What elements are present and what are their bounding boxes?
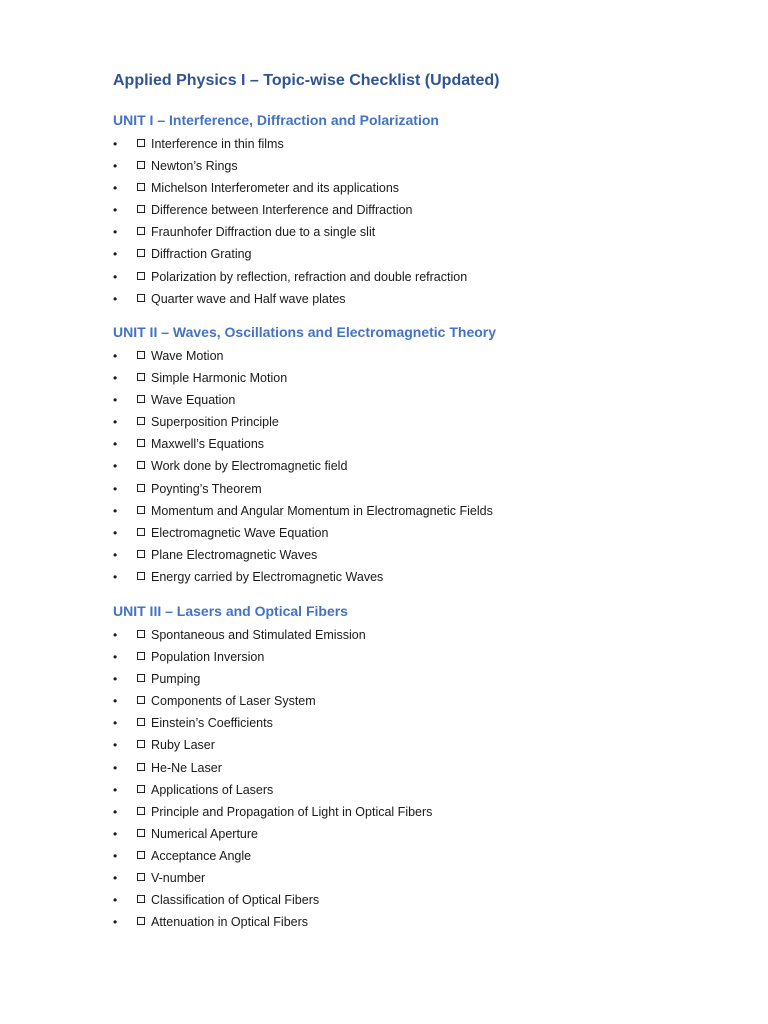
bullet-icon: • [113, 569, 118, 584]
checkbox-icon[interactable] [137, 851, 145, 859]
topic-label: Interference in thin films [151, 137, 284, 151]
topic-label: Electromagnetic Wave Equation [151, 525, 329, 540]
topic-label: Difference between Interference and Diffraction [151, 203, 413, 218]
topic-label: Newton’s Rings [151, 159, 238, 174]
checkbox-icon[interactable] [137, 652, 145, 660]
bullet-icon: • [113, 782, 118, 797]
checkbox-icon[interactable] [137, 718, 145, 726]
bullet-icon: • [113, 716, 118, 731]
checkbox-icon[interactable] [137, 249, 145, 257]
topic-label: V-number [151, 871, 206, 886]
bullet-icon: • [113, 893, 118, 908]
checkbox-icon[interactable] [137, 351, 145, 359]
topic-label: Attenuation in Optical Fibers [151, 915, 309, 930]
topic-label: Simple Harmonic Motion [151, 371, 288, 386]
bullet-icon: • [113, 628, 118, 642]
checkbox-icon[interactable] [137, 205, 145, 213]
bullet-icon: • [113, 672, 118, 687]
topic-label: Components of Laser System [151, 694, 316, 709]
checkbox-icon[interactable] [137, 550, 145, 558]
bullet-icon: • [113, 137, 118, 151]
topic-label: Principle and Propagation of Light in Optical Fibers [151, 804, 433, 819]
topic-label: Energy carried by Electromagnetic Waves [151, 569, 384, 584]
checkbox-icon[interactable] [137, 227, 145, 235]
topic-label: He-Ne Laser [151, 760, 222, 775]
checkbox-icon[interactable] [137, 917, 145, 925]
bullet-icon: • [113, 826, 118, 841]
bullet-icon: • [113, 694, 118, 709]
checkbox-icon[interactable] [137, 763, 145, 771]
topic-label: Diffraction Grating [151, 247, 252, 262]
bullet-icon: • [113, 503, 118, 518]
checkbox-icon[interactable] [137, 294, 145, 302]
bullet-icon: • [113, 738, 118, 753]
topic-label: Classification of Optical Fibers [151, 893, 320, 908]
checkbox-icon[interactable] [137, 895, 145, 903]
checkbox-icon[interactable] [137, 161, 145, 169]
topic-label: Spontaneous and Stimulated Emission [151, 628, 366, 642]
checkbox-icon[interactable] [137, 461, 145, 469]
topic-label: Quarter wave and Half wave plates [151, 291, 346, 306]
bullet-icon: • [113, 804, 118, 819]
checkbox-icon[interactable] [137, 829, 145, 837]
checkbox-icon[interactable] [137, 373, 145, 381]
checkbox-icon[interactable] [137, 183, 145, 191]
topic-label: Work done by Electromagnetic field [151, 459, 348, 474]
checkbox-icon[interactable] [137, 528, 145, 536]
topic-label: Momentum and Angular Momentum in Electromagnetic Fields [151, 503, 493, 518]
checkbox-icon[interactable] [137, 696, 145, 704]
bullet-icon: • [113, 291, 118, 306]
bullet-icon: • [113, 247, 118, 262]
bullet-icon: • [113, 203, 118, 218]
topic-label: Superposition Principle [151, 415, 279, 430]
topic-label: Population Inversion [151, 650, 265, 665]
topic-label: Wave Equation [151, 393, 236, 408]
bullet-icon: • [113, 349, 118, 363]
bullet-icon: • [113, 269, 118, 284]
unit-heading: UNIT I – Interference, Diffraction and Polarization [113, 112, 439, 128]
topic-label: Poynting’s Theorem [151, 481, 262, 496]
topic-label: Plane Electromagnetic Waves [151, 547, 318, 562]
topic-label: Polarization by reflection, refraction and double refraction [151, 269, 468, 284]
topic-label: Wave Motion [151, 349, 224, 363]
bullet-icon: • [113, 393, 118, 408]
checkbox-icon[interactable] [137, 395, 145, 403]
checkbox-icon[interactable] [137, 506, 145, 514]
bullet-icon: • [113, 159, 118, 174]
checkbox-icon[interactable] [137, 807, 145, 815]
bullet-icon: • [113, 371, 118, 386]
bullet-icon: • [113, 459, 118, 474]
checkbox-icon[interactable] [137, 873, 145, 881]
bullet-icon: • [113, 181, 118, 196]
checkbox-icon[interactable] [137, 272, 145, 280]
checkbox-icon[interactable] [137, 572, 145, 580]
checkbox-icon[interactable] [137, 417, 145, 425]
checkbox-icon[interactable] [137, 630, 145, 638]
topic-label: Michelson Interferometer and its applications [151, 181, 400, 196]
topic-label: Maxwell’s Equations [151, 437, 265, 452]
checkbox-icon[interactable] [137, 674, 145, 682]
bullet-icon: • [113, 871, 118, 886]
checkbox-icon[interactable] [137, 785, 145, 793]
topic-label: Ruby Laser [151, 738, 215, 753]
topic-label: Numerical Aperture [151, 826, 258, 841]
topic-label: Pumping [151, 672, 201, 687]
bullet-icon: • [113, 848, 118, 863]
topic-label: Applications of Lasers [151, 782, 274, 797]
bullet-icon: • [113, 760, 118, 775]
checkbox-icon[interactable] [137, 439, 145, 447]
bullet-icon: • [113, 225, 118, 240]
topic-label: Einstein’s Coefficients [151, 716, 273, 731]
checkbox-icon[interactable] [137, 484, 145, 492]
unit-heading: UNIT II – Waves, Oscillations and Electromagnetic Theory [113, 324, 497, 340]
bullet-icon: • [113, 481, 118, 496]
bullet-icon: • [113, 415, 118, 430]
bullet-icon: • [113, 525, 118, 540]
bullet-icon: • [113, 650, 118, 665]
checkbox-icon[interactable] [137, 740, 145, 748]
topic-label: Acceptance Angle [151, 848, 252, 863]
checkbox-icon[interactable] [137, 139, 145, 147]
unit-heading: UNIT III – Lasers and Optical Fibers [113, 603, 348, 619]
topic-label: Fraunhofer Diffraction due to a single slit [151, 225, 376, 240]
bullet-icon: • [113, 915, 118, 930]
bullet-icon: • [113, 547, 118, 562]
bullet-icon: • [113, 437, 118, 452]
document-title: Applied Physics I – Topic-wise Checklist (Updated) [113, 72, 500, 89]
